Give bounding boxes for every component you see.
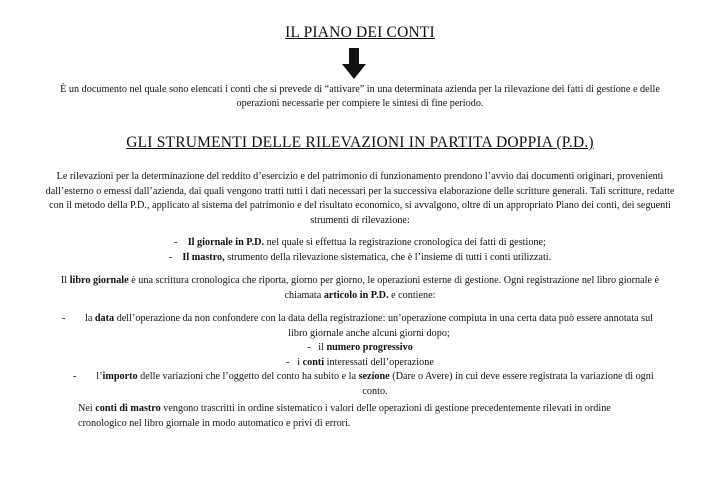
bold-term: sezione — [358, 371, 390, 382]
list-dash: - — [73, 371, 77, 382]
bold-term: articolo in P.D. — [323, 289, 389, 301]
bold-term: conti — [302, 356, 325, 368]
ledger-paragraph — [78, 402, 658, 431]
text-span: (Dare o Avere) in cui deve essere registrata la variazione di ogni conto. — [362, 371, 654, 397]
list-item-text — [0, 341, 720, 356]
list-dash: - — [307, 342, 311, 353]
list-item-text: nel quale si effettua la registrazione cronologica dei fatti di gestione; — [264, 237, 546, 248]
arrow-down-icon — [341, 48, 367, 80]
text-span: dell’operazione da non confondere con la data della registrazione: un’operazione compiuta in una certa data può essere annotata sul libro giornale anche alcuni giorni dopo; — [114, 313, 653, 339]
text-span: è una scrittura cronologica che riporta, giorno per giorno, le operazioni esterne di gestione. Ogni registrazione nel libro giornale è chiamata — [128, 275, 660, 301]
text-span: Nei — [78, 403, 96, 414]
list-dash: - — [286, 356, 290, 368]
text-span: i — [297, 356, 303, 368]
bold-term: data — [94, 313, 115, 324]
list-item — [0, 341, 720, 356]
list-item-text — [0, 312, 720, 341]
bold-term: numero progressivo — [326, 342, 413, 353]
list-item — [0, 236, 720, 251]
list-dash: - — [62, 313, 66, 324]
list-item-bold: Il mastro, — [182, 251, 225, 263]
text-span: delle variazioni che l’oggetto del conto ha subito e la — [137, 371, 359, 382]
bold-term: libro giornale — [69, 275, 129, 286]
list-item — [0, 312, 720, 341]
intro-paragraph: È un documento nel quale sono elencati i conti che si prevede di “attivare” in una determinata azienda per la rilevazione dei fatti di gestione e delle operazioni necessarie per compiere le sintesi di fine periodo. — [60, 84, 660, 109]
bold-term: importo — [102, 371, 138, 382]
text-span: la — [84, 313, 95, 324]
list-dash: - — [168, 251, 173, 263]
text-span: l’ — [96, 371, 103, 382]
list-item-text: strumento della rilevazione sistematica, che è l’insieme di tutti i conti utilizzati. — [224, 251, 552, 263]
list-item-text — [0, 356, 720, 371]
text-span: e contiene: — [388, 289, 436, 301]
text-span: il — [318, 342, 327, 353]
list-item — [0, 251, 720, 266]
bold-term: conti di mastro — [95, 403, 161, 414]
article-contents-list — [0, 312, 720, 399]
text-span: Il — [60, 275, 70, 286]
list-item-bold: Il giornale in P.D. — [187, 237, 265, 248]
list-item-text — [0, 370, 720, 399]
instruments-list — [0, 236, 720, 265]
journal-paragraph — [44, 274, 676, 303]
list-dash: - — [174, 237, 178, 248]
section-title: GLI STRUMENTI DELLE RILEVAZIONI IN PARTITA DOPPIA (P.D.) — [126, 134, 594, 151]
instruments-paragraph: Le rilevazioni per la determinazione del reddito d’esercizio e del patrimonio di funzionamento prendono l’avvio dai documenti originari, provenienti dall’esterno o emessi dall’azienda, dai quali vengono tratti tutti i dati necessari per la successiva elaborazione delle scritture generali. Tali scritture, redatte con il metodo della P.D., applicato al sistema del patrimonio e del risultato economico, si avvalgono, oltre di un appropriato Piano dei conti, dei seguenti strumenti di rilevazione: — [45, 171, 675, 226]
text-span: vengono trascritti in ordine sistematico i valori delle operazioni di gestione precedentemente rilevati in ordine cronologico nel libro giornale in modo automatico e privi di errori. — [78, 403, 611, 429]
list-item — [0, 356, 720, 371]
text-span: interessati dell’operazione — [324, 356, 434, 368]
page-title: IL PIANO DEI CONTI — [285, 24, 435, 41]
list-item — [0, 370, 720, 399]
